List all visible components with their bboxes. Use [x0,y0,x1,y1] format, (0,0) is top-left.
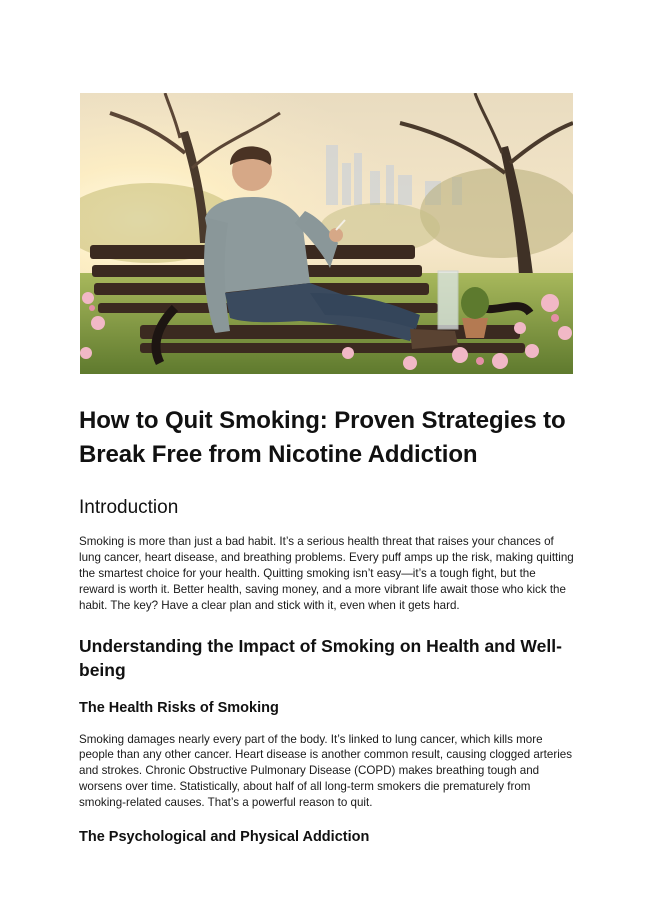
article-body [79,404,574,847]
addiction-heading: The Psychological and Physical Addiction [79,829,370,846]
introduction-paragraph: Smoking is more than just a bad habit. It’s a serious health threat that raises your chances of lung cancer, heart disease, and breathing problems. Every puff amps up the risk, making quitting the smartest choice for your health. Quitting smoking isn’t easy—it’s a tough fight, but the reward is worth it. Better health, saving money, and a more vibrant life await those who kick the habit. The key? Have a clear plan and stick with it, even when it gets hard. [79,535,574,612]
impact-heading: Understanding the Impact of Smoking on Health and Well-being [79,635,562,680]
introduction-heading: Introduction [79,497,179,518]
article-title: How to Quit Smoking: Proven Strategies to Break Free from Nicotine Addiction [79,407,566,468]
health-risks-paragraph: Smoking damages nearly every part of the body. It’s linked to lung cancer, which kills more people than any other cancer. Heart disease is another common result, causing clogged arteries and strokes. Chronic Obstructive Pulmonary Disease (COPD) makes breathing tough and worsens over time. Statistically, about half of all long-term smokers die prematurely from smoking-related causes. That’s a powerful reason to quit. [79,732,573,810]
health-risks-heading: The Health Risks of Smoking [79,699,279,716]
hero-image [80,93,573,374]
hero-illustration [80,93,573,374]
